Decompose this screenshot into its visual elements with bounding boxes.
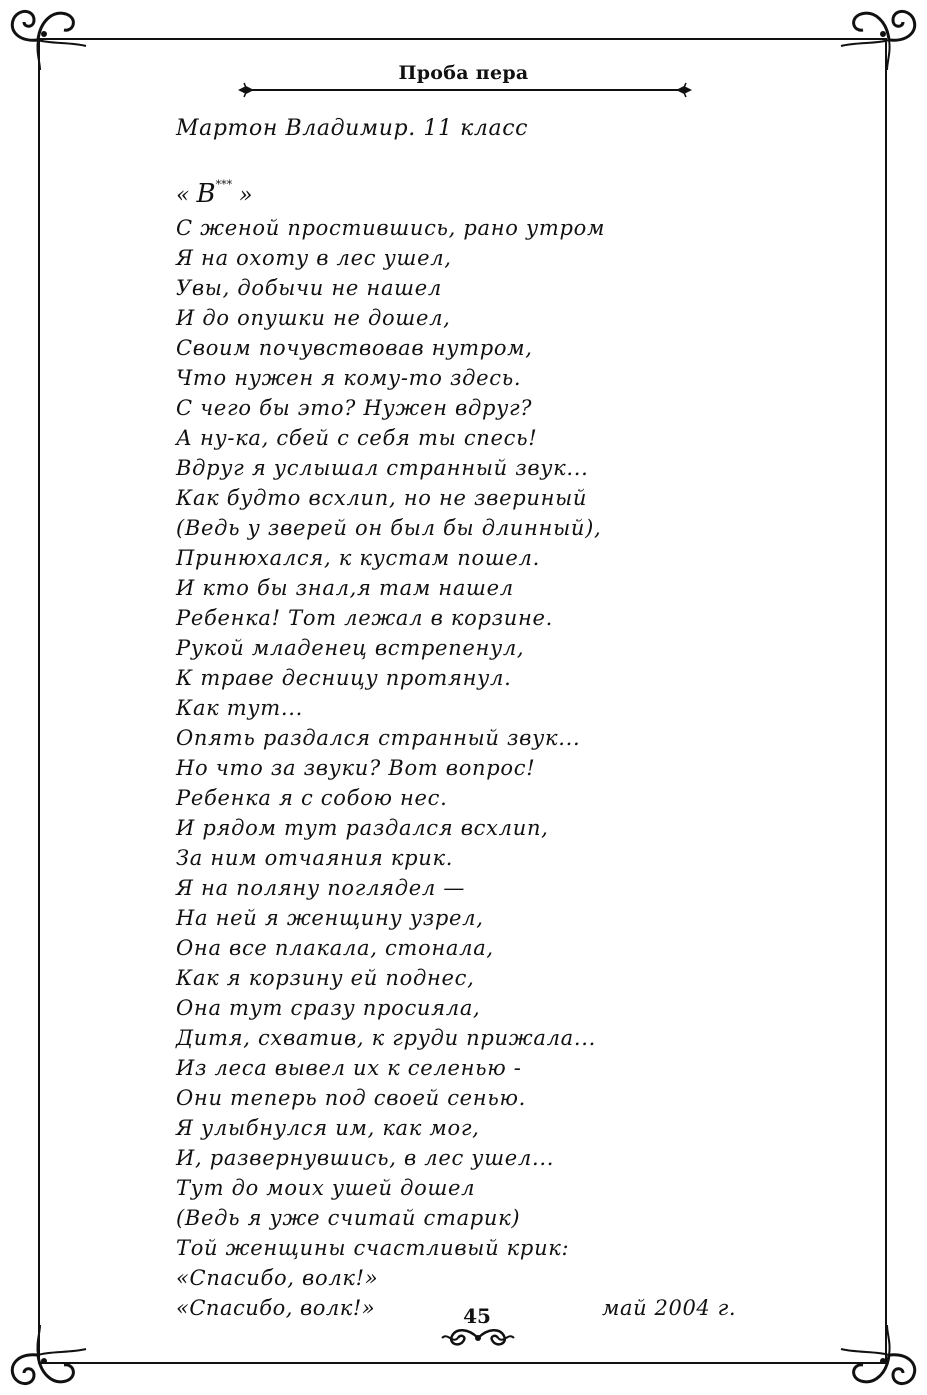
- poem-line: Я на охоту в лес ушел,: [176, 246, 452, 270]
- corner-ornament-top-left: [0, 0, 90, 70]
- corner-ornament-top-right: [837, 0, 927, 70]
- poem-line: Из леса вывел их к селенью -: [176, 1056, 522, 1080]
- poem-line: Но что за звуки? Вот вопрос!: [176, 756, 536, 780]
- poem-line: Ребенка я с собою нес.: [176, 786, 448, 810]
- poem-line: И до опушки не дошел,: [176, 306, 451, 330]
- poem-line: К траве десницу протянул.: [176, 666, 512, 690]
- poem-line: (Ведь я уже считай старик): [176, 1206, 521, 1230]
- poem-line: Она все плакала, стонала,: [176, 936, 494, 960]
- poem-title-close: »: [232, 183, 253, 208]
- poem-line: «Спасибо, волк!»: [176, 1266, 379, 1290]
- author-line: Мартон Владимир. 11 класс: [176, 116, 529, 141]
- poem-line: Что нужен я кому-то здесь.: [176, 366, 522, 390]
- poem-line: С женой простившись, рано утром: [176, 216, 606, 240]
- poem-title-open: «: [176, 183, 197, 208]
- poem-line: С чего бы это? Нужен вдруг?: [176, 396, 533, 420]
- poem-line: За ним отчаяния крик.: [176, 846, 454, 870]
- poem-line: Тут до моих ушей дошел: [176, 1176, 476, 1200]
- poem-line: Той женщины счастливый крик:: [176, 1236, 570, 1260]
- poem-line: Ребенка! Тот лежал в корзине.: [176, 606, 554, 630]
- corner-ornament-bottom-right: [837, 1325, 927, 1395]
- poem-line: На ней я женщину узрел,: [176, 906, 484, 930]
- poem-line: И рядом тут раздался всхлип,: [176, 816, 549, 840]
- header-divider: [236, 80, 694, 100]
- poem-line: Они теперь под своей сенью.: [176, 1086, 527, 1110]
- poem-line: Вдруг я услышал странный звук...: [176, 456, 589, 480]
- footer-ornament: [438, 1326, 518, 1350]
- poem-line: Я улыбнулся им, как мог,: [176, 1116, 480, 1140]
- page-number: 45: [463, 1304, 491, 1328]
- poem-line: Опять раздался странный звук...: [176, 726, 581, 750]
- poem-title-asterisks: ***: [215, 178, 233, 191]
- poem-line: А ну-ка, сбей с себя ты спесь!: [176, 426, 538, 450]
- poem-body: [176, 213, 605, 1293]
- poem-line: И кто бы знал,я там нашел: [176, 576, 514, 600]
- poem-title-letter: В: [196, 179, 216, 209]
- poem-line: (Ведь у зверей он был бы длинный),: [176, 516, 602, 540]
- poem-final-line: «Спасибо, волк!»: [176, 1296, 376, 1320]
- poem-line: Принюхался, к кустам пошел.: [176, 546, 541, 570]
- poem-line: Увы, добычи не нашел: [176, 276, 442, 300]
- poem-line: Я на поляну поглядел —: [176, 876, 466, 900]
- poem-line: Как тут...: [176, 696, 304, 720]
- poem-line: Рукой младенец встрепенул,: [176, 636, 525, 660]
- poem-date: май 2004 г.: [602, 1296, 737, 1320]
- poem-title: [176, 178, 253, 209]
- poem-line: Как будто всхлип, но не звериный: [176, 486, 588, 510]
- corner-ornament-bottom-left: [0, 1325, 90, 1395]
- poem-line: Как я корзину ей поднес,: [176, 966, 475, 990]
- poem-line: Своим почувствовав нутром,: [176, 336, 533, 360]
- poem-line: И, развернувшись, в лес ушел...: [176, 1146, 555, 1170]
- poem-line: Она тут сразу просияла,: [176, 996, 481, 1020]
- section-header-title: Проба пера: [398, 62, 529, 84]
- poem-line: Дитя, схватив, к груди прижала...: [176, 1026, 596, 1050]
